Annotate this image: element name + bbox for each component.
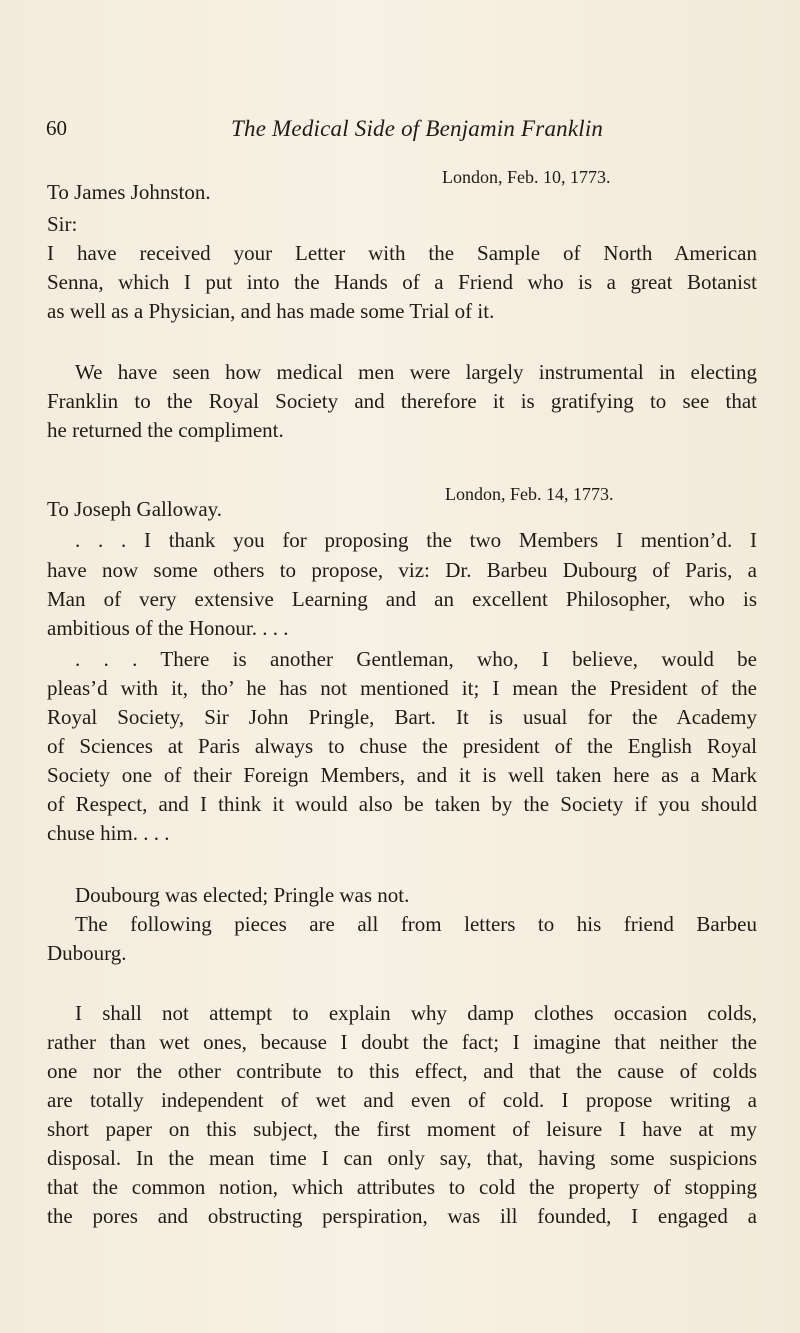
letter-body-line: I have received your Letter with the Sample of North American bbox=[47, 241, 757, 265]
letter-body-line: Royal Society, Sir John Pringle, Bart. It is usual for the Academy bbox=[47, 705, 757, 729]
letter-dateline: London, Feb. 14, 1773. bbox=[445, 484, 614, 504]
letter-body-line: rather than wet ones, because I doubt the fact; I imagine that neither the bbox=[47, 1030, 757, 1054]
letter-recipient: To Joseph Galloway. bbox=[47, 497, 223, 521]
letter-body-line: Man of very extensive Learning and an excellent Philosopher, who is bbox=[47, 587, 757, 611]
letter-dateline: London, Feb. 10, 1773. bbox=[442, 167, 611, 187]
letter-body-line: . . . I thank you for proposing the two Members I mention’d. I bbox=[75, 528, 757, 552]
running-title: The Medical Side of Benjamin Franklin bbox=[231, 116, 604, 141]
letter-body-line: I shall not attempt to explain why damp clothes occasion colds, bbox=[75, 1001, 757, 1025]
letter-body-line: have now some others to propose, viz: Dr. Barbeu Dubourg of Paris, a bbox=[47, 558, 757, 582]
letter-body-line: pleas’d with it, tho’ he has not mentioned it; I mean the President of the bbox=[47, 676, 757, 700]
letter-body-line: one nor the other contribute to this effect, and that the cause of colds bbox=[47, 1059, 757, 1083]
letter-body-line: the pores and obstructing perspiration, was ill founded, I engaged a bbox=[47, 1204, 757, 1228]
letter-body-line: ambitious of the Honour. . . . bbox=[47, 616, 289, 640]
letter-body-line: short paper on this subject, the first moment of leisure I have at my bbox=[47, 1117, 757, 1141]
letter-body-line: chuse him. . . . bbox=[47, 821, 170, 845]
letter-body-line: Society one of their Foreign Members, and it is well taken here as a Mark bbox=[47, 763, 757, 787]
commentary-line: Franklin to the Royal Society and therefore it is gratifying to see that bbox=[47, 389, 757, 413]
page-number: 60 bbox=[46, 116, 67, 140]
letter-body-line: that the common notion, which attributes to cold the property of stopping bbox=[47, 1175, 757, 1199]
letter-body-line: disposal. In the mean time I can only say, that, having some suspicions bbox=[47, 1146, 757, 1170]
letter-body-line: . . . There is another Gentleman, who, I believe, would be bbox=[75, 647, 757, 671]
commentary-line: Dubourg. bbox=[47, 941, 127, 965]
letter-body-line: of Respect, and I think it would also be taken by the Society if you should bbox=[47, 792, 757, 816]
letter-body-line: Senna, which I put into the Hands of a Friend who is a great Botanist bbox=[47, 270, 757, 294]
letter-body-line: of Sciences at Paris always to chuse the president of the English Royal bbox=[47, 734, 757, 758]
letter-body-line: are totally independent of wet and even of cold. I propose writing a bbox=[47, 1088, 757, 1112]
commentary-line: he returned the compliment. bbox=[47, 418, 284, 442]
commentary-line: We have seen how medical men were largely instrumental in electing bbox=[75, 360, 757, 384]
letter-recipient: To James Johnston. bbox=[47, 180, 211, 204]
letter-greeting: Sir: bbox=[47, 212, 78, 236]
letter-body-line: as well as a Physician, and has made some Trial of it. bbox=[47, 299, 495, 323]
commentary-line: The following pieces are all from letters to his friend Barbeu bbox=[75, 912, 757, 936]
page-header bbox=[46, 116, 756, 148]
commentary-line: Doubourg was elected; Pringle was not. bbox=[75, 883, 410, 907]
